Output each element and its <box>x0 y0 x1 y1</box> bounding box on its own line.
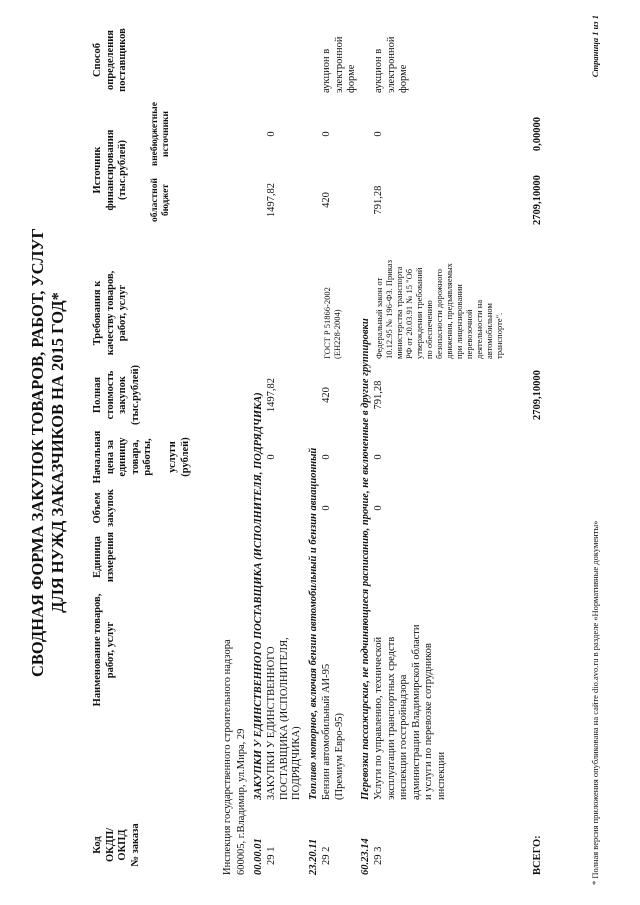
text-line: (рублей) <box>179 437 191 477</box>
header-volume <box>92 483 117 533</box>
text-line: форме <box>398 64 409 93</box>
text-line: работы, <box>142 438 153 476</box>
text-line: поставщиков <box>117 28 128 92</box>
row-price: 0 <box>321 454 332 460</box>
document-title-line2: ДЛЯ НУЖД ЗАКАЗЧИКОВ НА 2015 ГОД* <box>48 292 67 613</box>
group-title: Перевозки пассажирские, не подчиняющиеся расписанию, прочие, не включенные в другие группировки <box>360 318 371 800</box>
text-line: Бензин автомобильный АИ-95 <box>321 663 332 800</box>
text-line: источники <box>161 111 171 157</box>
row-regional: 1497,82 <box>266 182 277 218</box>
text-line: цена за <box>104 439 116 475</box>
text-line: при лицензировании <box>454 284 464 359</box>
text-line: стоимость <box>104 370 116 420</box>
totals-regional: 2709,10000 <box>532 175 543 225</box>
row-price: 0 <box>266 454 277 460</box>
row-number: 29 2 <box>321 846 332 865</box>
document-title-line1: СВОДНАЯ ФОРМА ЗАКУПОК ТОВАРОВ, РАБОТ, УСЛУГ <box>28 228 47 677</box>
row-total: 1497,82 <box>266 377 277 413</box>
row-regional: 420 <box>321 192 332 208</box>
text-line: (тыс.рублей) <box>117 139 128 201</box>
totals-total: 2709,10000 <box>532 370 543 420</box>
text-line: деятельности на <box>474 299 484 359</box>
text-line: Объем <box>92 492 103 524</box>
header-source-extrabudget <box>150 101 172 167</box>
row-regional: 791,28 <box>373 185 384 215</box>
text-line: Требования к <box>92 280 103 346</box>
text-line: движения, предъявляемых <box>444 263 454 359</box>
header-price <box>92 427 192 487</box>
header-code <box>92 815 142 875</box>
row-number: 29 3 <box>373 846 384 865</box>
text-line: работ, услуг <box>117 284 128 342</box>
row-number: 29 1 <box>266 846 277 865</box>
text-line: ОКПД <box>117 829 128 861</box>
text-line: работ, услуг <box>104 621 116 679</box>
text-line: (тыс.рублей) <box>129 364 141 426</box>
text-line <box>155 427 168 487</box>
row-volume: 0 <box>373 505 384 511</box>
row-price: 0 <box>373 454 384 460</box>
text-line: Наименование товаров, <box>92 593 103 707</box>
header-source-regional <box>150 171 172 229</box>
text-line: безопасности дорожного <box>434 269 444 359</box>
text-line: Начальная <box>92 430 103 484</box>
text-line: внебюджетные <box>150 102 160 166</box>
row-extrabudget: 0 <box>321 131 332 137</box>
text-line: ПОДРЯДЧИКА) <box>291 726 302 800</box>
text-line: РФ от 20.03.91 № 15 "Об <box>404 268 414 359</box>
row-requirements <box>322 249 342 359</box>
text-line: Услуги по управлению, технической <box>373 636 384 800</box>
text-line: администрации Владимирской области <box>410 624 422 800</box>
row-method <box>321 13 359 93</box>
row-extrabudget: 0 <box>373 131 384 137</box>
page-number: Страница 1 из 1 <box>590 15 600 78</box>
text-line: инспекции госстройнадзора <box>398 674 409 800</box>
row-name <box>266 600 304 800</box>
text-line: областной <box>150 178 160 222</box>
text-line: качеству товаров, <box>104 270 116 356</box>
text-line: инспекции <box>435 751 447 800</box>
text-line: Единица <box>92 536 103 578</box>
text-line: (ЕН228-2004) <box>332 309 342 359</box>
text-line: Полная <box>92 376 103 414</box>
text-line: ЗАКУПКИ У ЕДИНСТВЕННОГО <box>266 646 277 800</box>
header-unit <box>92 527 117 587</box>
text-line: транспорте". <box>494 312 504 359</box>
customer-name: Инспекция государственного строительного надзора <box>222 639 233 875</box>
text-line: Код <box>92 836 103 854</box>
text-line: закупок <box>117 376 128 414</box>
text-line: перевозочной <box>464 309 474 359</box>
group-title: Топливо моторное, включая бензин автомобильный и бензин авиационный <box>308 447 319 800</box>
footnote: * Полная версия приложения опубликована на сайте dio.avo.ru в разделе «Нормативные документы» <box>590 520 600 885</box>
text-line: финансирования <box>104 129 116 211</box>
text-line: Федеральный закон от <box>374 277 384 359</box>
text-line: бюджет <box>161 184 171 216</box>
text-line: электронной <box>385 36 397 93</box>
text-line: единицу <box>117 437 128 477</box>
text-line: ГОСТ Р 51866-2002 <box>322 287 332 359</box>
row-total: 420 <box>321 387 332 403</box>
text-line: утверждении требований <box>414 267 424 359</box>
text-line: аукцион в <box>373 48 384 93</box>
text-line: эксплуатации транспортных средств <box>385 636 397 800</box>
text-line: закупок <box>104 489 116 527</box>
text-line: ПОСТАВЩИКА (ИСПОЛНИТЕЛЯ, <box>278 637 290 800</box>
row-requirements <box>374 239 504 359</box>
row-name <box>321 600 346 800</box>
text-line: услуги <box>167 441 178 473</box>
text-line: ОКДП/ <box>104 827 116 863</box>
header-source <box>92 115 130 225</box>
text-line: форме <box>346 64 357 93</box>
text-line: аукцион в <box>321 48 332 93</box>
text-line: и услуги по перевозке сотрудников <box>423 643 434 800</box>
group-code: 00.00.01 <box>253 838 264 875</box>
text-line: (Премиум Евро-95) <box>333 713 345 800</box>
row-name <box>373 595 448 800</box>
text-line: Способ <box>92 42 103 78</box>
group-code: 60.23.14 <box>360 838 371 875</box>
text-line: № заказа <box>129 823 141 867</box>
text-line: Источник <box>92 146 103 194</box>
text-line: товара, <box>129 439 141 475</box>
header-total <box>92 363 142 427</box>
totals-label: ВСЕГО: <box>532 835 543 875</box>
text-line: автомобильном <box>484 303 494 359</box>
text-line: электронной <box>333 36 345 93</box>
header-requirements <box>92 263 130 363</box>
header-method <box>92 20 130 100</box>
row-volume: 0 <box>321 505 332 511</box>
text-line: по обеспечению <box>424 300 434 359</box>
group-title: ЗАКУПКИ У ЕДИНСТВЕННОГО ПОСТАВЩИКА (ИСПОЛНИТЕЛЯ, ПОДРЯДЧИКА) <box>253 392 264 800</box>
row-method <box>373 13 411 93</box>
row-total: 791,28 <box>373 380 384 410</box>
group-code: 23.20.11 <box>308 838 319 875</box>
row-extrabudget: 0 <box>266 131 277 137</box>
customer-address: 600005, г.Владимир, ул.Мира, 29 <box>236 728 247 875</box>
text-line: министерства транспорта <box>394 266 404 359</box>
text-line: измерения <box>104 531 116 583</box>
totals-extrabudget: 0,00000 <box>532 116 543 152</box>
header-name <box>92 575 117 725</box>
text-line: 10.12.95 № 196-ФЗ. Приказ <box>384 260 394 359</box>
text-line: определения <box>104 30 116 90</box>
